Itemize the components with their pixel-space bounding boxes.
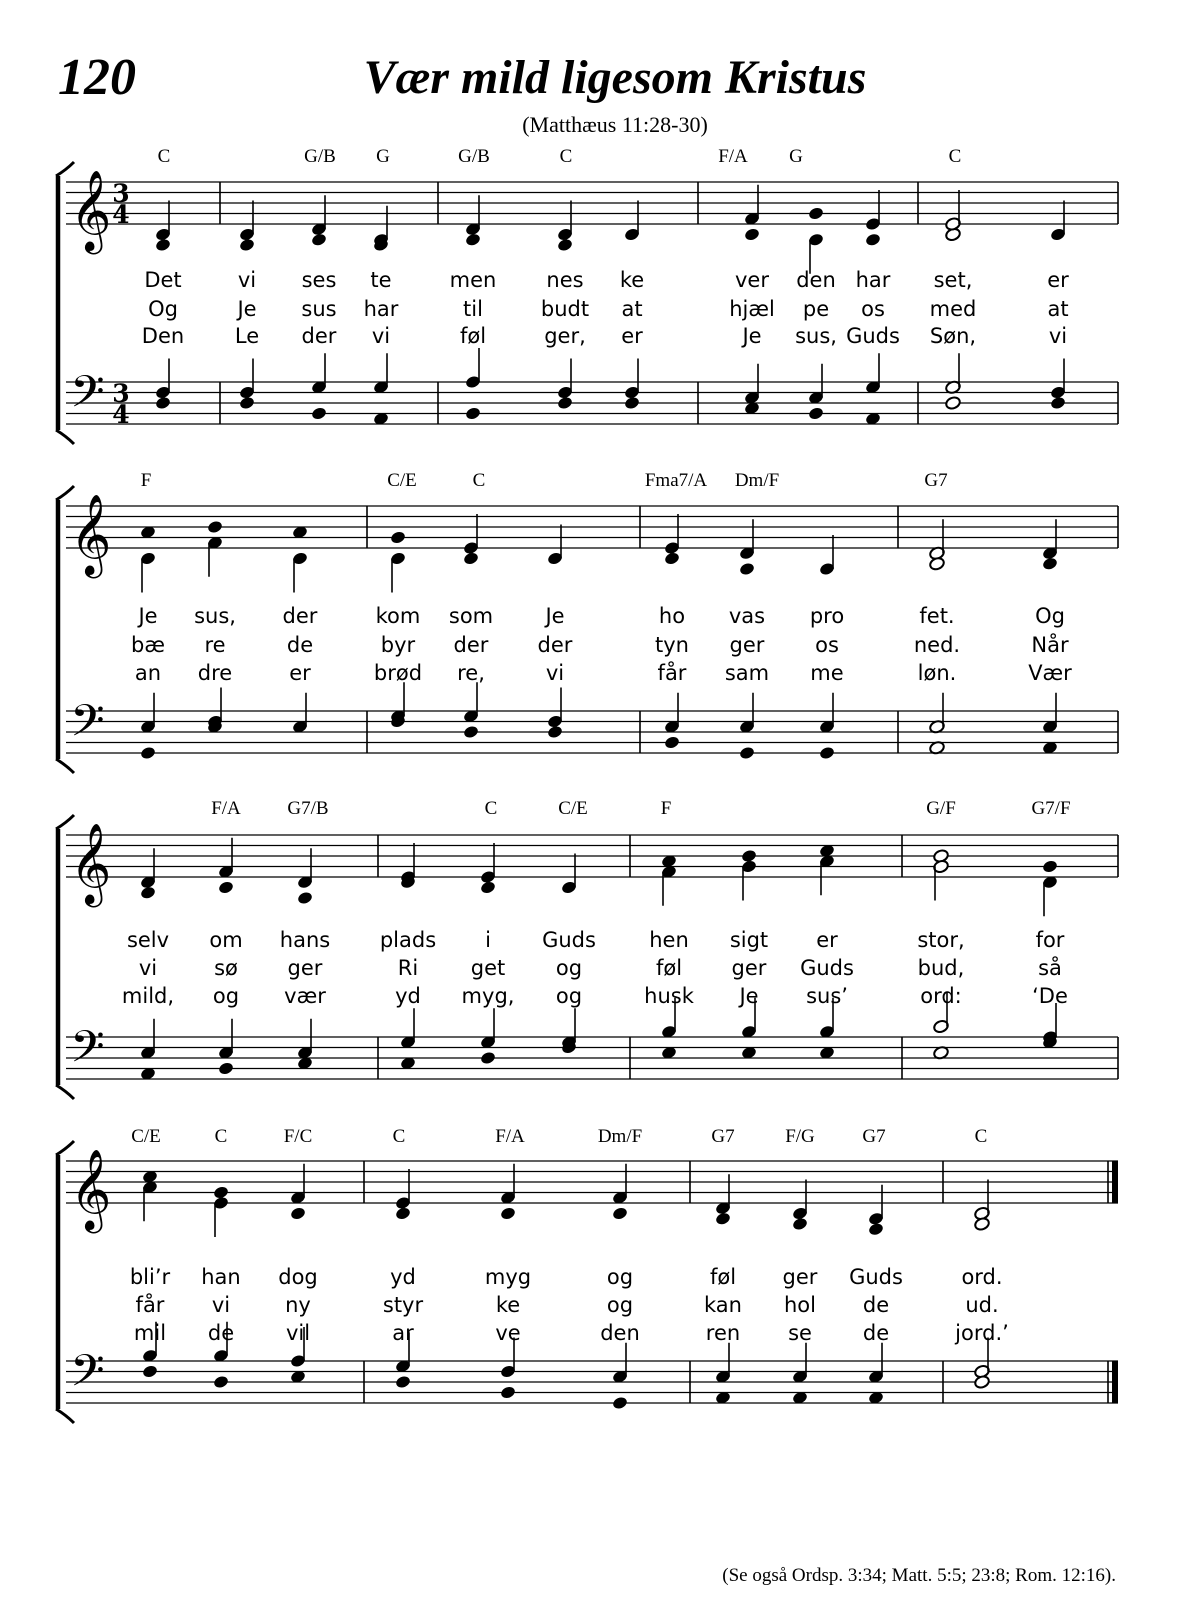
chord-symbol: C/E: [387, 470, 417, 491]
lyric-verse-1: har: [855, 268, 891, 292]
lyric-verse-1: hans: [279, 928, 331, 952]
chord-symbol: Dm/F: [597, 1126, 643, 1147]
hymn-number: 120: [58, 49, 136, 106]
lyric-verse-3: an: [134, 661, 162, 685]
chord-symbol: C/E: [558, 798, 588, 819]
lyric-verse-1: for: [1035, 928, 1065, 952]
lyric-verse-3: den: [600, 1321, 640, 1345]
lyric-verse-1: er: [1047, 268, 1069, 292]
lyric-verse-3: Guds: [846, 324, 900, 348]
bass-clef-icon: 𝄢: [70, 1020, 105, 1084]
bass-note: [480, 1051, 497, 1066]
lyric-verse-2: styr: [382, 1293, 424, 1317]
chord-symbol: G7: [924, 470, 948, 491]
lyric-verse-3: Vær: [1028, 661, 1072, 685]
chord-symbol: F: [140, 470, 152, 491]
lyric-verse-2: ger: [731, 956, 767, 980]
lyric-verse-2: sus: [301, 297, 337, 321]
hymn-title: Vær mild ligesom Kristus: [363, 51, 867, 104]
bass-note: [557, 396, 574, 411]
treble-note: [739, 562, 756, 577]
chord-symbol: G: [789, 146, 803, 167]
lyric-verse-1: bli’r: [129, 1265, 171, 1289]
treble-note: [155, 238, 172, 253]
treble-note: [297, 891, 314, 906]
chord-symbol: G: [376, 146, 390, 167]
bass-note: [1050, 396, 1067, 411]
bass-note: [624, 396, 641, 411]
treble-note: [664, 551, 681, 566]
lyric-verse-1: Det: [144, 268, 182, 292]
lyric-verse-1: te: [370, 268, 392, 292]
footnote: (Se også Ordsp. 3:34; Matt. 5:5; 23:8; Rom. 12:16).: [722, 1565, 1116, 1586]
treble-note: [480, 880, 497, 895]
lyric-verse-2: bud,: [917, 956, 965, 980]
lyric-verse-3: Je: [742, 324, 762, 348]
lyric-verse-3: der: [301, 324, 337, 348]
lyric-verse-2: og: [555, 956, 583, 980]
lyric-verse-3: vi: [371, 324, 391, 348]
treble-note: [463, 551, 480, 566]
lyric-verse-3: mild,: [121, 984, 175, 1008]
lyric-verse-1: føl: [709, 1265, 737, 1289]
lyric-verse-3: og: [555, 984, 583, 1008]
lyric-verse-1: om: [209, 928, 243, 952]
lyric-verse-3: ren: [705, 1321, 741, 1345]
lyric-verse-3: vi: [545, 661, 565, 685]
bass-note: [664, 735, 681, 750]
lyric-verse-1: den: [796, 268, 836, 292]
lyric-verse-1: sigt: [729, 928, 769, 952]
treble-note: [218, 880, 235, 895]
lyric-verse-2: Og: [148, 297, 178, 321]
treble-note: [715, 1211, 732, 1226]
lyric-verse-3: Den: [141, 324, 185, 348]
lyric-verse-2: tyn: [655, 633, 689, 657]
bass-note: [463, 725, 480, 740]
bass-clef-icon: 𝄢: [70, 365, 105, 429]
treble-note: [390, 530, 407, 545]
lyric-verse-2: vi: [138, 956, 158, 980]
chord-symbol: G7/B: [287, 798, 329, 819]
lyric-verse-3: ger,: [544, 324, 586, 348]
lyric-verse-3: vil: [285, 1321, 311, 1345]
bass-note: [395, 1375, 412, 1390]
chord-symbol: F/A: [718, 146, 748, 167]
lyric-verse-1: ke: [619, 268, 645, 292]
lyric-verse-3: sus,: [795, 324, 837, 348]
lyric-verse-2: budt: [540, 297, 590, 321]
lyric-verse-2: de: [862, 1293, 890, 1317]
chord-symbol: G/B: [458, 146, 490, 167]
bass-note: [465, 406, 482, 421]
bass-note: [218, 1061, 235, 1076]
lyric-verse-3: vær: [284, 984, 326, 1008]
lyric-verse-2: Ri: [397, 956, 419, 980]
treble-note: [465, 232, 482, 247]
chord-symbol: C: [974, 1126, 988, 1147]
treble-note: [792, 1217, 809, 1232]
chord-symbol: C: [948, 146, 962, 167]
treble-clef-icon: 𝄞: [70, 822, 112, 904]
bass-note: [213, 1375, 230, 1390]
lyric-verse-2: ger: [287, 956, 323, 980]
lyric-verse-2: byr: [380, 633, 416, 657]
lyric-verse-3: de: [207, 1321, 235, 1345]
lyric-verse-2: Guds: [800, 956, 854, 980]
lyric-verse-3: Je: [739, 984, 759, 1008]
lyric-verse-1: sus,: [194, 604, 236, 628]
lyric-verse-3: er: [621, 324, 643, 348]
lyric-verse-1: myg: [484, 1265, 532, 1289]
lyric-verse-3: får: [657, 661, 687, 685]
lyric-verse-3: de: [862, 1321, 890, 1345]
chord-symbol: C: [392, 1126, 406, 1147]
lyric-verse-2: at: [1047, 297, 1069, 321]
chord-symbol: G7: [711, 1126, 735, 1147]
lyric-verse-1: Og: [1035, 604, 1065, 628]
lyric-verse-3: vi: [1048, 324, 1068, 348]
lyric-verse-3: Søn,: [929, 324, 977, 348]
lyric-verse-3: ve: [495, 1321, 521, 1345]
lyric-verse-2: til: [463, 297, 483, 321]
lyric-verse-2: pe: [802, 297, 830, 321]
bass-note: [140, 746, 157, 761]
lyric-verse-2: kan: [704, 1293, 742, 1317]
treble-note: [865, 232, 882, 247]
treble-note: [207, 520, 224, 535]
treble-clef-icon: 𝄞: [70, 493, 112, 575]
lyric-verse-2: har: [363, 297, 399, 321]
lyric-verse-3: sus’: [806, 984, 848, 1008]
lyric-verse-1: han: [201, 1265, 241, 1289]
lyric-verse-1: Guds: [542, 928, 596, 952]
time-signature-top: 3: [112, 179, 130, 208]
lyric-verse-3: husk: [644, 984, 694, 1008]
lyric-verse-3: me: [810, 661, 844, 685]
lyric-verse-1: nes: [546, 268, 584, 292]
lyric-verse-2: sø: [214, 956, 238, 980]
lyric-verse-1: vi: [237, 268, 257, 292]
lyric-verse-2: ny: [285, 1293, 311, 1317]
bass-note: [612, 1396, 629, 1411]
lyric-verse-1: ses: [301, 268, 337, 292]
chord-symbol: C: [559, 146, 573, 167]
treble-note: [1042, 556, 1059, 571]
lyric-verse-1: der: [282, 604, 318, 628]
lyric-verse-2: ke: [495, 1293, 521, 1317]
time-signature-bottom: 4: [112, 200, 130, 229]
lyric-verse-3: dre: [197, 661, 233, 685]
lyric-verse-3: jord.’: [955, 1321, 1009, 1345]
lyric-verse-2: os: [815, 633, 839, 657]
chord-symbol: F: [660, 798, 672, 819]
lyric-verse-3: mil: [133, 1321, 167, 1345]
lyric-verse-2: føl: [655, 956, 683, 980]
lyric-verse-2: ned.: [913, 633, 961, 657]
lyric-verse-3: yd: [395, 984, 421, 1008]
lyric-verse-2: og: [606, 1293, 634, 1317]
lyric-verse-3: se: [788, 1321, 812, 1345]
chord-symbol: C: [157, 146, 171, 167]
time-signature-bottom: 4: [112, 400, 130, 429]
chord-symbol: Fma7/A: [644, 470, 708, 491]
bracket-bottom-hook: [56, 430, 74, 444]
lyric-verse-3: myg,: [461, 984, 515, 1008]
lyric-verse-2: Når: [1031, 633, 1069, 657]
lyric-verse-1: fet.: [919, 604, 955, 628]
chord-symbol: C: [484, 798, 498, 819]
scripture-reference: (Matthæus 11:28-30): [522, 112, 708, 137]
chord-symbol: F/C: [283, 1126, 313, 1147]
lyric-verse-1: pro: [809, 604, 845, 628]
chord-symbol: G/F: [926, 798, 956, 819]
treble-note: [395, 1206, 412, 1221]
lyric-verse-1: og: [606, 1265, 634, 1289]
treble-note: [868, 1222, 885, 1237]
lyric-verse-2: get: [470, 956, 506, 980]
chord-symbol: C/E: [131, 1126, 161, 1147]
bass-clef-icon: 𝄢: [70, 1344, 105, 1408]
lyric-verse-1: i: [485, 928, 491, 952]
bass-note: [945, 396, 962, 411]
lyric-verse-2: os: [861, 297, 885, 321]
lyric-verse-1: Je: [138, 604, 158, 628]
lyric-verse-3: sam: [724, 661, 770, 685]
lyric-verse-1: selv: [126, 928, 170, 952]
lyric-verse-3: ar: [392, 1321, 414, 1345]
bass-note: [819, 746, 836, 761]
lyric-verse-2: der: [537, 633, 573, 657]
bass-note: [808, 406, 825, 421]
chord-symbol: G/B: [304, 146, 336, 167]
lyric-verse-1: vas: [728, 604, 766, 628]
lyric-verse-2: bæ: [131, 633, 165, 657]
lyric-verse-2: så: [1038, 956, 1062, 980]
lyric-verse-2: med: [929, 297, 977, 321]
treble-note: [612, 1206, 629, 1221]
lyric-verse-2: får: [135, 1293, 165, 1317]
bass-note: [500, 1385, 517, 1400]
lyric-verse-1: ver: [735, 268, 769, 292]
bass-note: [239, 396, 256, 411]
treble-note: [140, 885, 157, 900]
treble-note: [929, 556, 946, 571]
bracket-bottom-hook: [56, 1409, 74, 1423]
treble-note: [808, 206, 825, 221]
bracket-bottom-hook: [56, 1085, 74, 1099]
lyric-verse-2: at: [621, 297, 643, 321]
lyric-verse-2: vi: [211, 1293, 231, 1317]
bass-note: [311, 406, 328, 421]
chord-symbol: F/G: [785, 1126, 815, 1147]
treble-note: [311, 232, 328, 247]
bass-note: [974, 1375, 991, 1390]
chord-symbol: Dm/F: [734, 470, 780, 491]
lyric-verse-1: er: [816, 928, 838, 952]
time-signature-top: 3: [112, 379, 130, 408]
treble-note: [239, 238, 256, 253]
lyric-verse-3: Le: [234, 324, 260, 348]
lyric-verse-3: og: [212, 984, 240, 1008]
lyric-verse-1: kom: [375, 604, 421, 628]
lyric-verse-2: ger: [729, 633, 765, 657]
lyric-verse-3: ord:: [920, 984, 962, 1008]
lyric-verse-2: hol: [784, 1293, 816, 1317]
bass-note: [739, 746, 756, 761]
lyric-verse-2: Je: [237, 297, 257, 321]
lyric-verse-1: ger: [782, 1265, 818, 1289]
bass-note: [142, 1364, 159, 1379]
treble-note: [744, 227, 761, 242]
treble-note: [974, 1217, 991, 1232]
lyric-verse-1: stor,: [917, 928, 965, 952]
chord-symbol: G7: [862, 1126, 886, 1147]
lyric-verse-3: brød: [373, 661, 423, 685]
lyric-verse-2: de: [286, 633, 314, 657]
lyric-verse-3: føl: [459, 324, 487, 348]
treble-note: [500, 1206, 517, 1221]
lyric-verse-1: yd: [390, 1265, 416, 1289]
chord-symbol: F/A: [495, 1126, 525, 1147]
lyric-verse-1: hen: [649, 928, 689, 952]
treble-note: [290, 1206, 307, 1221]
lyric-verse-1: ho: [658, 604, 686, 628]
bass-clef-icon: 𝄢: [70, 694, 105, 758]
chord-symbol: G7/F: [1031, 798, 1071, 819]
treble-note: [557, 238, 574, 253]
lyric-verse-1: ord.: [961, 1265, 1003, 1289]
lyric-verse-1: plads: [379, 928, 437, 952]
lyric-verse-1: Je: [545, 604, 565, 628]
lyric-verse-1: dog: [278, 1265, 318, 1289]
bracket-bottom-hook: [56, 759, 74, 773]
lyric-verse-2: der: [453, 633, 489, 657]
lyric-verse-1: som: [448, 604, 494, 628]
chord-symbol: C: [214, 1126, 228, 1147]
lyric-verse-3: løn.: [917, 661, 957, 685]
lyric-verse-1: set,: [933, 268, 973, 292]
lyric-verse-2: hjæl: [729, 297, 775, 321]
lyric-verse-2: re: [204, 633, 226, 657]
bass-note: [155, 396, 172, 411]
lyric-verse-3: re,: [457, 661, 485, 685]
treble-note: [1042, 859, 1059, 874]
chord-symbol: F/A: [211, 798, 241, 819]
bass-note: [547, 725, 564, 740]
lyric-verse-3: ‘De: [1032, 984, 1068, 1008]
lyric-verse-3: er: [289, 661, 311, 685]
chord-symbol: C: [472, 470, 486, 491]
lyric-verse-1: men: [449, 268, 497, 292]
lyric-verse-1: Guds: [849, 1265, 903, 1289]
treble-clef-icon: 𝄞: [70, 1148, 112, 1230]
treble-clef-icon: 𝄞: [70, 169, 112, 251]
lyric-verse-2: ud.: [965, 1293, 999, 1317]
